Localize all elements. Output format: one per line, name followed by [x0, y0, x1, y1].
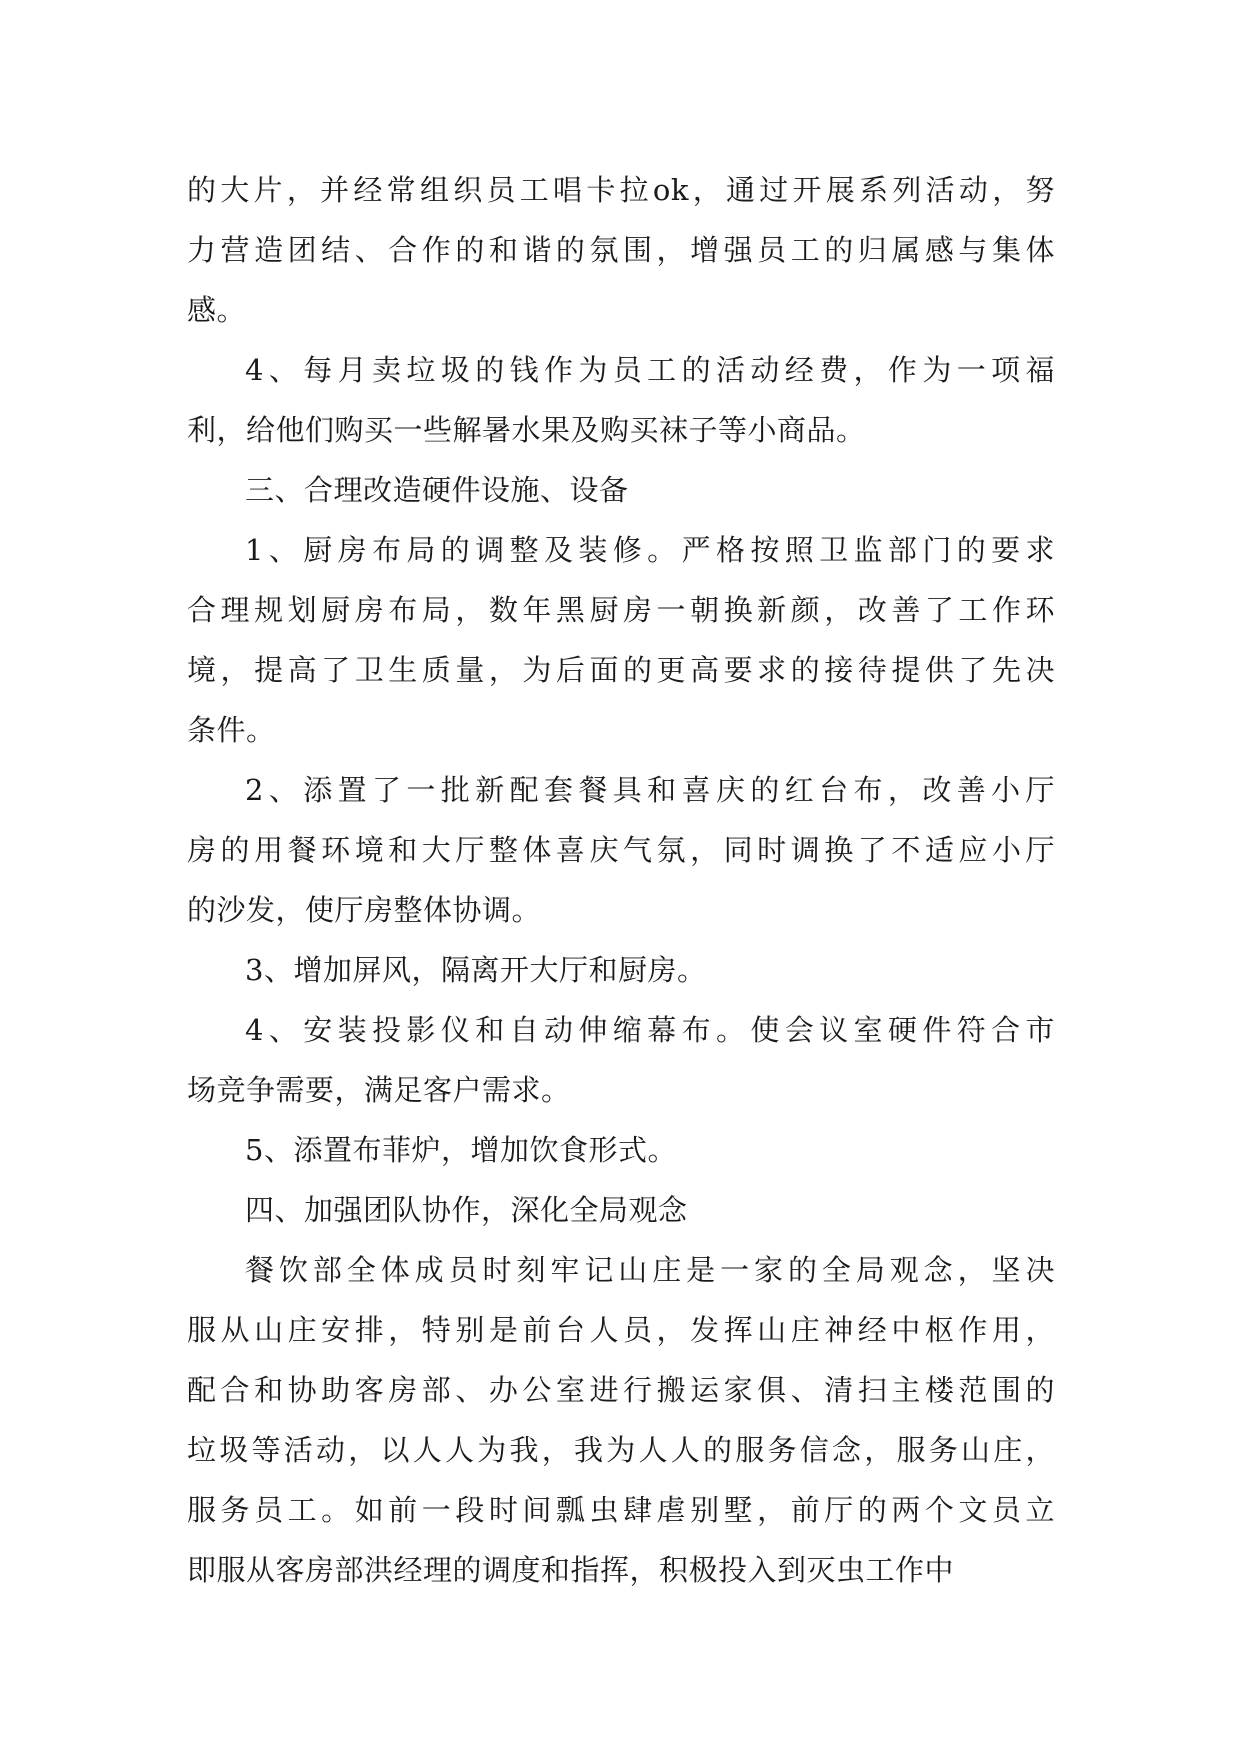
text-line: 场竞争需要，满足客户需求。	[187, 1073, 571, 1107]
text-line: 4、每月卖垃圾的钱作为员工的活动经费，作为一项福	[245, 353, 1055, 387]
text-line: 餐饮部全体成员时刻牢记山庄是一家的全局观念，坚决	[245, 1253, 1055, 1287]
text-line: 3、增加屏风，隔离开大厅和厨房。	[245, 953, 707, 987]
paragraph	[187, 1120, 1055, 1180]
paragraph	[187, 460, 1055, 520]
paragraph	[187, 160, 1055, 340]
text-line: 力营造团结、合作的和谐的氛围，增强员工的归属感与集体	[187, 233, 1055, 267]
paragraph	[187, 520, 1055, 760]
paragraph	[187, 1000, 1055, 1120]
text-line: 条件。	[187, 713, 276, 747]
text-line: 1、厨房布局的调整及装修。严格按照卫监部门的要求	[245, 533, 1055, 567]
text-line: 的大片，并经常组织员工唱卡拉ok，通过开展系列活动，努	[187, 173, 1055, 207]
document-body	[187, 160, 1055, 1600]
text-line: 垃圾等活动，以人人为我，我为人人的服务信念，服务山庄，	[187, 1433, 1055, 1467]
paragraph	[187, 1240, 1055, 1600]
text-line: 合理规划厨房布局，数年黑厨房一朝换新颜，改善了工作环	[187, 593, 1055, 627]
paragraph	[187, 940, 1055, 1000]
paragraph	[187, 760, 1055, 940]
text-line: 利，给他们购买一些解暑水果及购买袜子等小商品。	[187, 413, 866, 447]
paragraph	[187, 340, 1055, 460]
text-line: 境，提高了卫生质量，为后面的更高要求的接待提供了先决	[187, 653, 1055, 687]
paragraph	[187, 1180, 1055, 1240]
text-line: 配合和协助客房部、办公室进行搬运家俱、清扫主楼范围的	[187, 1373, 1055, 1407]
text-line: 感。	[187, 293, 247, 327]
text-line: 三、合理改造硬件设施、设备	[245, 473, 629, 507]
text-line: 服从山庄安排，特别是前台人员，发挥山庄神经中枢作用，	[187, 1313, 1055, 1347]
text-line: 即服从客房部洪经理的调度和指挥，积极投入到灭虫工作中	[187, 1553, 955, 1587]
text-line: 的沙发，使厅房整体协调。	[187, 893, 542, 927]
text-line: 房的用餐环境和大厅整体喜庆气氛，同时调换了不适应小厅	[187, 833, 1055, 867]
text-line: 2、添置了一批新配套餐具和喜庆的红台布，改善小厅	[245, 773, 1055, 807]
text-line: 四、加强团队协作，深化全局观念	[245, 1193, 688, 1227]
text-line: 服务员工。如前一段时间瓢虫肆虐别墅，前厅的两个文员立	[187, 1493, 1055, 1527]
text-line: 4、安装投影仪和自动伸缩幕布。使会议室硬件符合市	[245, 1013, 1055, 1047]
text-line: 5、添置布菲炉，增加饮食形式。	[245, 1133, 677, 1167]
